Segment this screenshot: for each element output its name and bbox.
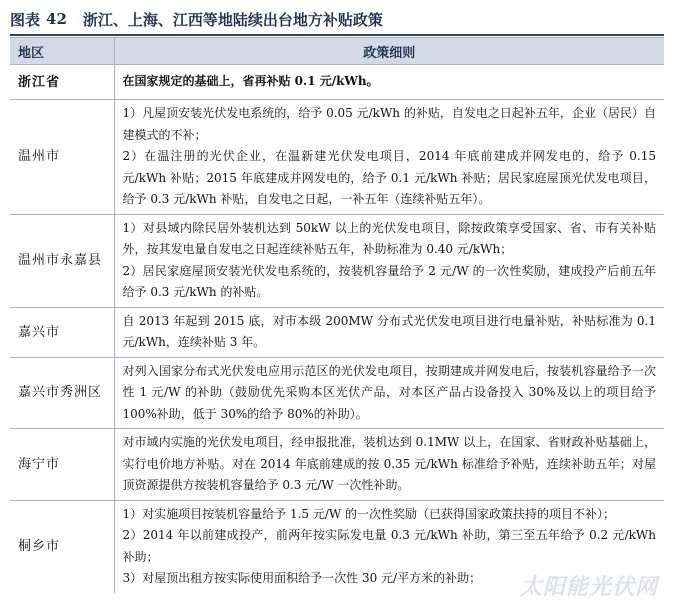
detail-paragraph: 2）2014 年以前建成投产，前两年按实际发电量 0.3 元/kWh 补助，第三至五年给予 0.2 元/kWh 补助； — [122, 528, 656, 564]
detail-paragraph: 对市域内实施的光伏发电项目，经申报批准，装机达到 0.1MW 以上，在国家、省财政补贴基础上，实行电价地方补贴。对在 2014 年底前建成的按 0.35 元/kWh 标准给予补贴，连续补助五年；对屋顶资源提供方按装机容量给予 0.3 元/W 一次性补助。 — [122, 435, 656, 492]
region-cell: 温州市永嘉县 — [10, 214, 114, 307]
policy-table — [10, 37, 664, 593]
header-detail: 政策细则 — [114, 38, 664, 65]
region-cell: 嘉兴市秀洲区 — [10, 357, 114, 429]
caption-title: 浙江、上海、江西等地陆续出台地方补贴政策 — [82, 10, 383, 29]
detail-paragraph: 在国家规定的基础上，省再补贴 0.1 元/kWh。 — [122, 74, 379, 89]
table-row — [10, 65, 664, 100]
detail-paragraph: 1）对县域内除民居外装机达到 50kW 以上的光伏发电项目，除按政策享受国家、省、市有关补贴外，按其发电量自发电之日起连续补贴五年，补助标准为 0.40 元/kWh； — [122, 220, 656, 256]
detail-paragraph: 2）居民家庭屋顶安装光伏发电系统的，按装机容量给予 2 元/W 的一次性奖励，建成投产后前五年给予 0.3 元/kWh 的补贴。 — [122, 263, 656, 299]
detail-cell — [114, 357, 664, 429]
detail-cell — [114, 65, 664, 100]
detail-paragraph: 自 2013 年起到 2015 底，对市本级 200MW 分布式光伏发电项目进行电量补贴，补贴标准为 0.1 元/kWh，连续补贴 3 年。 — [122, 313, 656, 349]
table-header-row — [10, 38, 664, 65]
table-row — [10, 429, 664, 501]
watermark: 太阳能光伏网 — [519, 575, 658, 600]
figure-caption — [10, 6, 383, 32]
table-row — [10, 214, 664, 307]
detail-paragraph: 对列入国家分布式光伏发电应用示范区的光伏发电项目，按期建成并网发电后，按装机容量给予一次性 1 元/W 的补助（鼓励优先采购本区光伏产品，对本区产品占设备投入 30%及以上的项目给予 100%补助，低于 30%的给予 80%的补助）。 — [122, 363, 656, 421]
region-cell: 桐乡市 — [10, 500, 114, 593]
table-row — [10, 307, 664, 357]
header-region: 地区 — [10, 38, 114, 65]
caption-rule — [10, 34, 664, 36]
detail-cell — [114, 307, 664, 357]
region-cell: 浙江省 — [10, 65, 114, 100]
detail-paragraph: 3）对屋顶出租方按实际使用面积给予一次性 30 元/平方米的补助； — [122, 571, 482, 585]
caption-label: 图表 — [10, 10, 41, 29]
region-cell: 温州市 — [10, 100, 114, 215]
region-cell: 嘉兴市 — [10, 307, 114, 357]
detail-cell — [114, 214, 664, 307]
table-row — [10, 100, 664, 215]
caption-number: 42 — [46, 10, 67, 28]
detail-cell — [114, 100, 664, 215]
detail-paragraph: 1）对实施项目按装机容量给予 1.5 元/W 的一次性奖励（已获得国家政策扶持的项目不补）； — [122, 506, 616, 521]
detail-cell — [114, 429, 664, 501]
detail-cell — [114, 500, 664, 593]
table-row — [10, 500, 664, 593]
detail-paragraph: 1）凡屋顶安装光伏发电系统的，给予 0.05 元/kWh 的补贴，自发电之日起补五年，企业（居民）自建模式的不补； — [122, 106, 656, 142]
table-row — [10, 357, 664, 429]
region-cell: 海宁市 — [10, 429, 114, 501]
detail-paragraph: 2）在温注册的光伏企业，在温新建光伏发电项目，2014 年底前建成并网发电的，给予 0.15 元/kWh 补贴；2015 年底建成并网发电的，给予 0.1 元/kWh 补贴；居民家庭屋顶光伏发电项目，给予 0.3 元/kWh 补贴，自发电之日起，一补五年（连续补贴五年）。 — [122, 149, 656, 206]
